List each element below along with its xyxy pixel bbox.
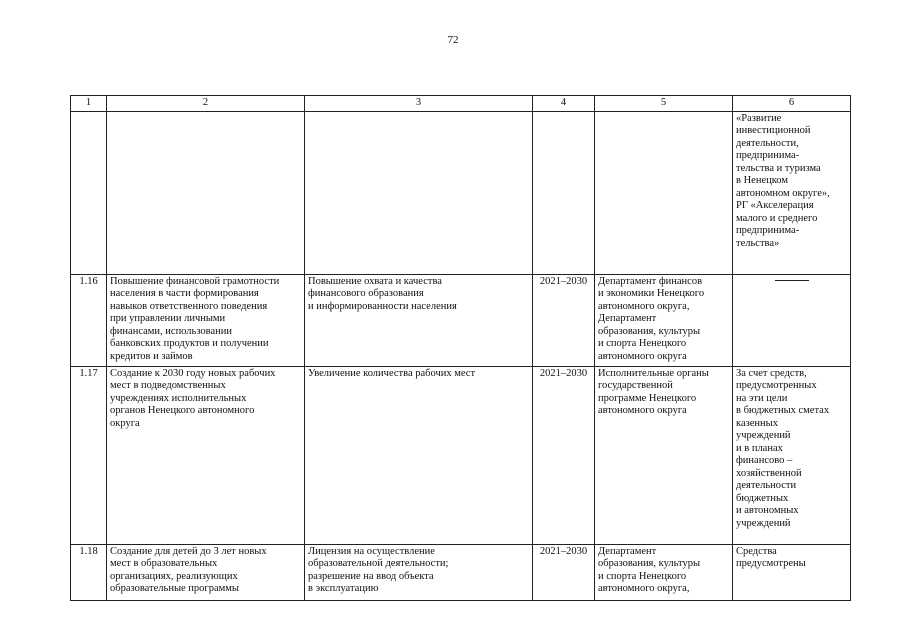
column-header: 4 [533,96,595,112]
table-header-row [71,96,851,112]
column-header: 2 [107,96,305,112]
column-header: 5 [595,96,733,112]
row-number: 1.18 [71,544,107,600]
note-cell [733,274,851,366]
row-number: 1.17 [71,366,107,544]
measures-table [70,95,851,601]
column-header: 6 [733,96,851,112]
empty-dash [775,280,809,281]
column-header: 1 [71,96,107,112]
measure-cell: Создание к 2030 году новых рабочих мест в подведомственных учреждениях исполнительных органов Ненецкого автономного округа [107,366,305,544]
executor-cell [595,111,733,274]
period-cell [533,111,595,274]
measure-cell: Повышение финансовой грамотности населения в части формирования навыков ответственного поведения при управлении личными финансами, использовании банковских продуктов и получении кредитов и займов [107,274,305,366]
result-cell [305,111,533,274]
note-cell: За счет средств, предусмотренных на эти цели в бюджетных сметах казенных учреждений и в планах финансово – хозяйственной деятельности бюджетных и автономных учреждений [733,366,851,544]
row-number [71,111,107,274]
table-row [71,366,851,544]
note-cell: Средства предусмотрены [733,544,851,600]
note-cell: «Развитие инвестиционной деятельности, предпринима- тельства и туризма в Ненецком автономном округе», РГ «Акселерация малого и среднего предпринима- тельства» [733,111,851,274]
table-row [71,544,851,600]
result-cell: Увеличение количества рабочих мест [305,366,533,544]
table-row [71,111,851,274]
table-row [71,274,851,366]
executor-cell: Департамент образования, культуры и спорта Ненецкого автономного округа, [595,544,733,600]
result-cell: Повышение охвата и качества финансового образования и информированности населения [305,274,533,366]
executor-cell: Исполнительные органы государственной программе Ненецкого автономного округа [595,366,733,544]
column-header: 3 [305,96,533,112]
executor-cell: Департамент финансов и экономики Ненецкого автономного округа, Департамент образования, культуры и спорта Ненецкого автономного округа [595,274,733,366]
row-number: 1.16 [71,274,107,366]
result-cell: Лицензия на осуществление образовательной деятельности; разрешение на ввод объекта в эксплуатацию [305,544,533,600]
measure-cell [107,111,305,274]
measure-cell: Создание для детей до 3 лет новых мест в образовательных организациях, реализующих образовательные программы [107,544,305,600]
page-number: 72 [447,34,459,46]
period-cell: 2021–2030 [533,366,595,544]
period-cell: 2021–2030 [533,544,595,600]
period-cell: 2021–2030 [533,274,595,366]
